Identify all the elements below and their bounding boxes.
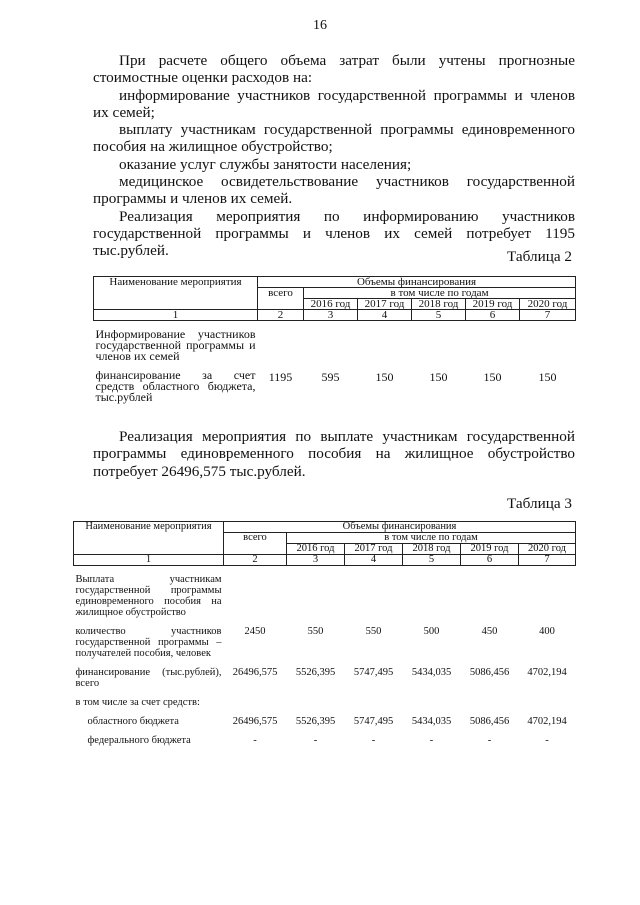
cell-value: 5434,035 [411,667,452,678]
cell-value: 5086,456 [469,667,510,678]
table-row [74,735,576,746]
col-number: 4 [358,310,412,321]
head-year: 2017 год [358,299,412,310]
head-by-years: в том числе по годам [304,288,576,299]
cell-value [345,697,403,708]
cell-value: 400 [539,626,555,637]
col-number: 5 [403,555,461,566]
cell-value: 5526,395 [295,716,336,727]
cell-value: 5747,495 [353,667,394,678]
cell-value: 150 [538,370,557,384]
head-funding: Объемы финансирования [258,277,576,288]
head-year: 2019 год [461,544,519,555]
cell-value: 150 [483,370,502,384]
cell-value: 595 [321,370,340,384]
head-by-years: в том числе по годам [287,533,576,544]
cell-value [287,697,345,708]
paragraph: оказание услуг службы занятости населения; [119,155,412,173]
head-total: всего [224,533,287,555]
cell-value: 1195 [268,370,293,384]
table-3 [73,521,576,746]
head-year: 2017 год [345,544,403,555]
cell-value: 5434,035 [411,716,452,727]
row-label: федерального бюджета [87,735,191,746]
cell-value: 550 [365,626,382,637]
paragraph: При расчете общего объема затрат были учтены прогнозные стоимостные оценки расходов на: [93,52,575,87]
col-number: 4 [345,555,403,566]
col-number: 2 [224,555,287,566]
paragraph: информирование участников государственной программы и членов их семей; [93,86,575,121]
cell-value: 5086,456 [469,716,510,727]
cell-value [403,697,461,708]
paragraph: выплату участникам государственной программы единовременного пособия на жилищное обустройство; [93,121,575,156]
head-name: Наименование мероприятия [74,522,224,555]
row-label: финансирование (тыс.рублей), всего [75,667,222,689]
cell-value: 150 [375,370,394,384]
col-number: 3 [304,310,358,321]
intro-text [93,52,575,260]
col-number: 1 [94,310,258,321]
cell-value: - [253,735,257,746]
cell-value [519,697,576,708]
head-year: 2020 год [519,544,576,555]
cell-value: - [429,735,434,746]
head-year: 2016 год [304,299,358,310]
head-year: 2019 год [466,299,520,310]
col-number: 1 [74,555,224,566]
head-funding: Объемы финансирования [224,522,576,533]
row-label: в том числе за счет средств: [75,697,200,708]
head-total: всего [258,288,304,310]
cell-value: 450 [481,626,498,637]
cell-value: 26496,575 [232,716,278,727]
table-2 [93,276,576,403]
paragraph: медицинское освидетельствование участников государственной программы и членов их семей. [93,173,575,208]
head-year: 2020 год [520,299,576,310]
col-number: 3 [287,555,345,566]
table3-caption: Таблица 3 [507,495,572,512]
col-number: 7 [519,555,576,566]
row-label: областного бюджета [87,716,179,727]
section-title: Информирование участников государственной программы и членов их семей [95,327,256,363]
cell-value: - [313,735,318,746]
cell-value: 5747,495 [353,716,394,727]
col-number: 2 [258,310,304,321]
col-number: 5 [412,310,466,321]
head-year: 2018 год [412,299,466,310]
cell-value: 26496,575 [232,667,278,678]
cell-value: - [487,735,492,746]
paragraph-2 [93,428,575,480]
table2-caption: Таблица 2 [507,248,572,265]
col-number: 7 [520,310,576,321]
page-number: 16 [313,18,327,33]
cell-value: 550 [307,626,324,637]
cell-value: 4702,194 [527,716,567,727]
paragraph: Реализация мероприятия по информированию участников государственной программы и членов их семей потребует 1195 тыс.рублей. [93,207,575,260]
cell-value: - [545,735,549,746]
head-year: 2016 год [287,544,345,555]
cell-value: 4702,194 [527,667,567,678]
table-row [74,697,576,708]
cell-value: 5526,395 [295,667,336,678]
col-number: 6 [461,555,519,566]
cell-value: 150 [429,370,448,384]
col-number: 6 [466,310,520,321]
section-title: Выплата участникам государственной программы единовременного пособия на жилищное обустройство [75,574,222,618]
table-row [94,370,576,403]
table-row [74,626,576,659]
table-row [74,667,576,689]
head-name: Наименование мероприятия [94,277,258,310]
row-label: количество участников государственной программы – получателей пособия, человек [75,626,222,659]
cell-value: 2450 [244,626,266,637]
cell-value: 500 [423,626,440,637]
cell-value: - [371,735,376,746]
cell-value [224,697,287,708]
paragraph: Реализация мероприятия по выплате участникам государственной программы единовременного пособия на жилищное обустройство потребует 26496,575 тыс.рублей. [93,428,575,480]
cell-value [461,697,519,708]
table-row [74,716,576,727]
head-year: 2018 год [403,544,461,555]
row-label: финансирование за счет средств областного бюджета, тыс.рублей [95,368,256,404]
